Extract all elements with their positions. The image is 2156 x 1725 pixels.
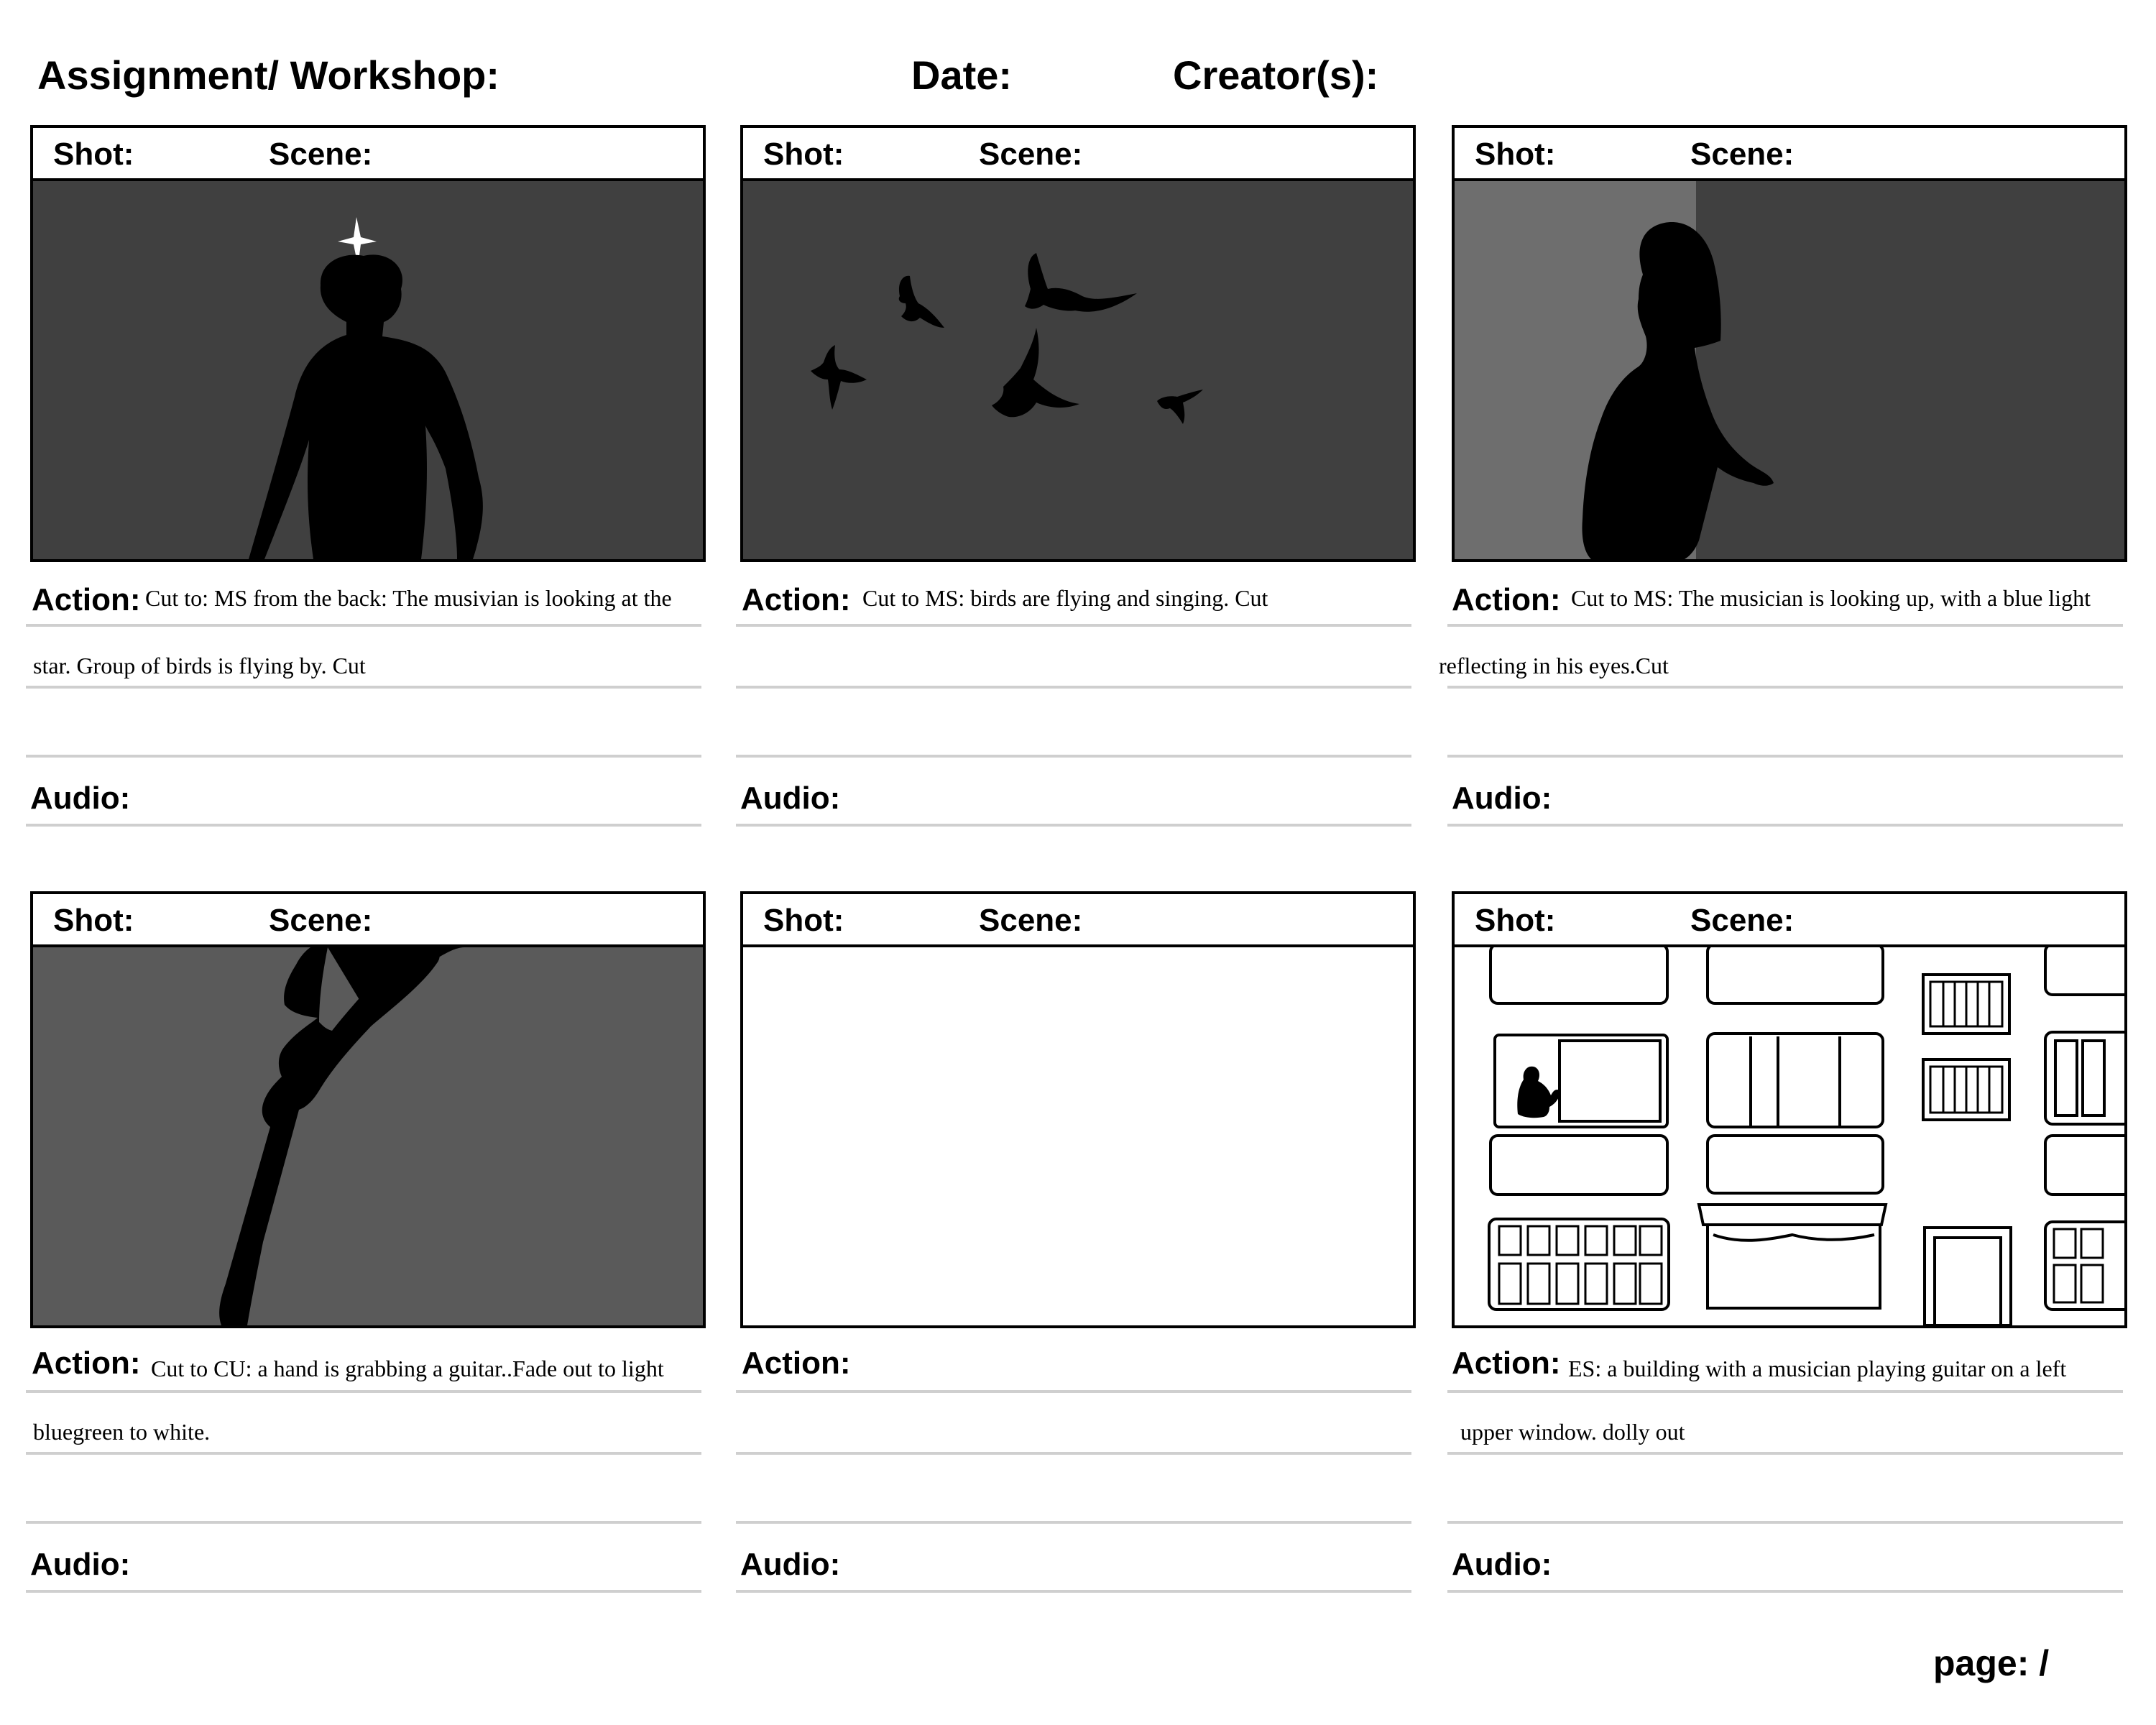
creators-label: Creator(s): — [1173, 52, 1379, 98]
rule-line — [1447, 1390, 2123, 1393]
building-facade-illustration — [1455, 947, 2124, 1325]
action-label: Action: — [1452, 582, 1561, 617]
rule-line — [1447, 824, 2123, 827]
shot-label: Shot: — [763, 137, 844, 172]
rule-line — [736, 1590, 1411, 1593]
action-label: Action: — [1452, 1346, 1561, 1381]
shot-label: Shot: — [53, 903, 134, 938]
musician-silhouette — [249, 254, 483, 559]
musician-window-silhouette — [1517, 1067, 1561, 1118]
action-text-line2: upper window. dolly out — [1460, 1419, 1685, 1445]
scene-label: Scene: — [1690, 903, 1795, 938]
rule-line — [26, 624, 701, 627]
scene-label: Scene: — [269, 903, 373, 938]
panel-title-bar — [30, 125, 706, 181]
action-label: Action: — [742, 1346, 851, 1381]
action-label: Action: — [32, 1346, 141, 1381]
bird-icon — [811, 345, 867, 410]
panel-frame — [740, 178, 1416, 562]
shot-label: Shot: — [1475, 137, 1556, 172]
action-label: Action: — [742, 582, 851, 617]
rule-line — [736, 686, 1411, 689]
action-label: Action: — [32, 582, 141, 617]
rule-line — [736, 624, 1411, 627]
rule-line — [26, 755, 701, 758]
scene-label: Scene: — [979, 137, 1083, 172]
panel-frame — [1452, 944, 2127, 1328]
panel-title-bar — [1452, 125, 2127, 181]
rule-line — [736, 1521, 1411, 1524]
building-windows — [1489, 947, 2124, 1325]
scene-label: Scene: — [1690, 137, 1795, 172]
action-text-line2: reflecting in his eyes.Cut — [1439, 653, 1669, 678]
action-text-line2: bluegreen to white. — [33, 1419, 211, 1445]
musician-back-illustration — [33, 181, 703, 559]
rule-line — [26, 824, 701, 827]
shot-label: Shot: — [763, 903, 844, 938]
rule-line — [736, 755, 1411, 758]
audio-label: Audio: — [740, 1547, 841, 1582]
bird-icon — [1157, 390, 1203, 424]
shot-label: Shot: — [1475, 903, 1556, 938]
panel-title-bar — [1452, 891, 2127, 947]
rule-line — [26, 1390, 701, 1393]
rule-line — [1447, 1590, 2123, 1593]
panel-frame — [1452, 178, 2127, 562]
action-text: ES: a building with a musician playing guitar on a left — [1568, 1356, 2067, 1381]
panel-frame — [30, 944, 706, 1328]
panel-title-bar — [30, 891, 706, 947]
rule-line — [736, 1452, 1411, 1455]
rule-line — [26, 1590, 701, 1593]
bird-icon — [992, 328, 1079, 417]
page-number-label: page: / — [1933, 1643, 2050, 1683]
rule-line — [1447, 1452, 2123, 1455]
rule-line — [736, 1390, 1411, 1393]
panel-frame — [30, 178, 706, 562]
rule-line — [1447, 624, 2123, 627]
date-label: Date: — [911, 52, 1013, 98]
rule-line — [1447, 686, 2123, 689]
bird-icon — [1025, 253, 1137, 312]
rule-line — [736, 824, 1411, 827]
hand-guitar-silhouette — [219, 947, 440, 1325]
rule-line — [26, 1452, 701, 1455]
action-text: Cut to MS: The musician is looking up, with a blue light — [1571, 585, 2091, 611]
audio-label: Audio: — [30, 781, 131, 816]
rule-line — [26, 1521, 701, 1524]
action-text: Cut to: MS from the back: The musivian is looking at the — [145, 585, 672, 611]
bird-icon — [899, 276, 944, 328]
scene-label: Scene: — [979, 903, 1083, 938]
musician-profile-illustration — [1455, 181, 2124, 559]
birds-illustration — [743, 181, 1413, 559]
panel-title-bar — [740, 125, 1416, 181]
audio-label: Audio: — [740, 781, 841, 816]
assignment-label: Assignment/ Workshop: — [37, 52, 500, 98]
action-text: Cut to MS: birds are flying and singing. Cut — [862, 585, 1268, 611]
scene-label: Scene: — [269, 137, 373, 172]
action-text-line2: star. Group of birds is flying by. Cut — [33, 653, 366, 678]
hand-guitar-illustration — [33, 947, 703, 1325]
panel-title-bar — [740, 891, 1416, 947]
rule-line — [1447, 755, 2123, 758]
shot-label: Shot: — [53, 137, 134, 172]
action-text: Cut to CU: a hand is grabbing a guitar..Fade out to light — [151, 1356, 664, 1381]
rule-line — [1447, 1521, 2123, 1524]
rule-line — [26, 686, 701, 689]
audio-label: Audio: — [1452, 1547, 1552, 1582]
audio-label: Audio: — [30, 1547, 131, 1582]
panel-frame-empty — [740, 944, 1416, 1328]
audio-label: Audio: — [1452, 781, 1552, 816]
